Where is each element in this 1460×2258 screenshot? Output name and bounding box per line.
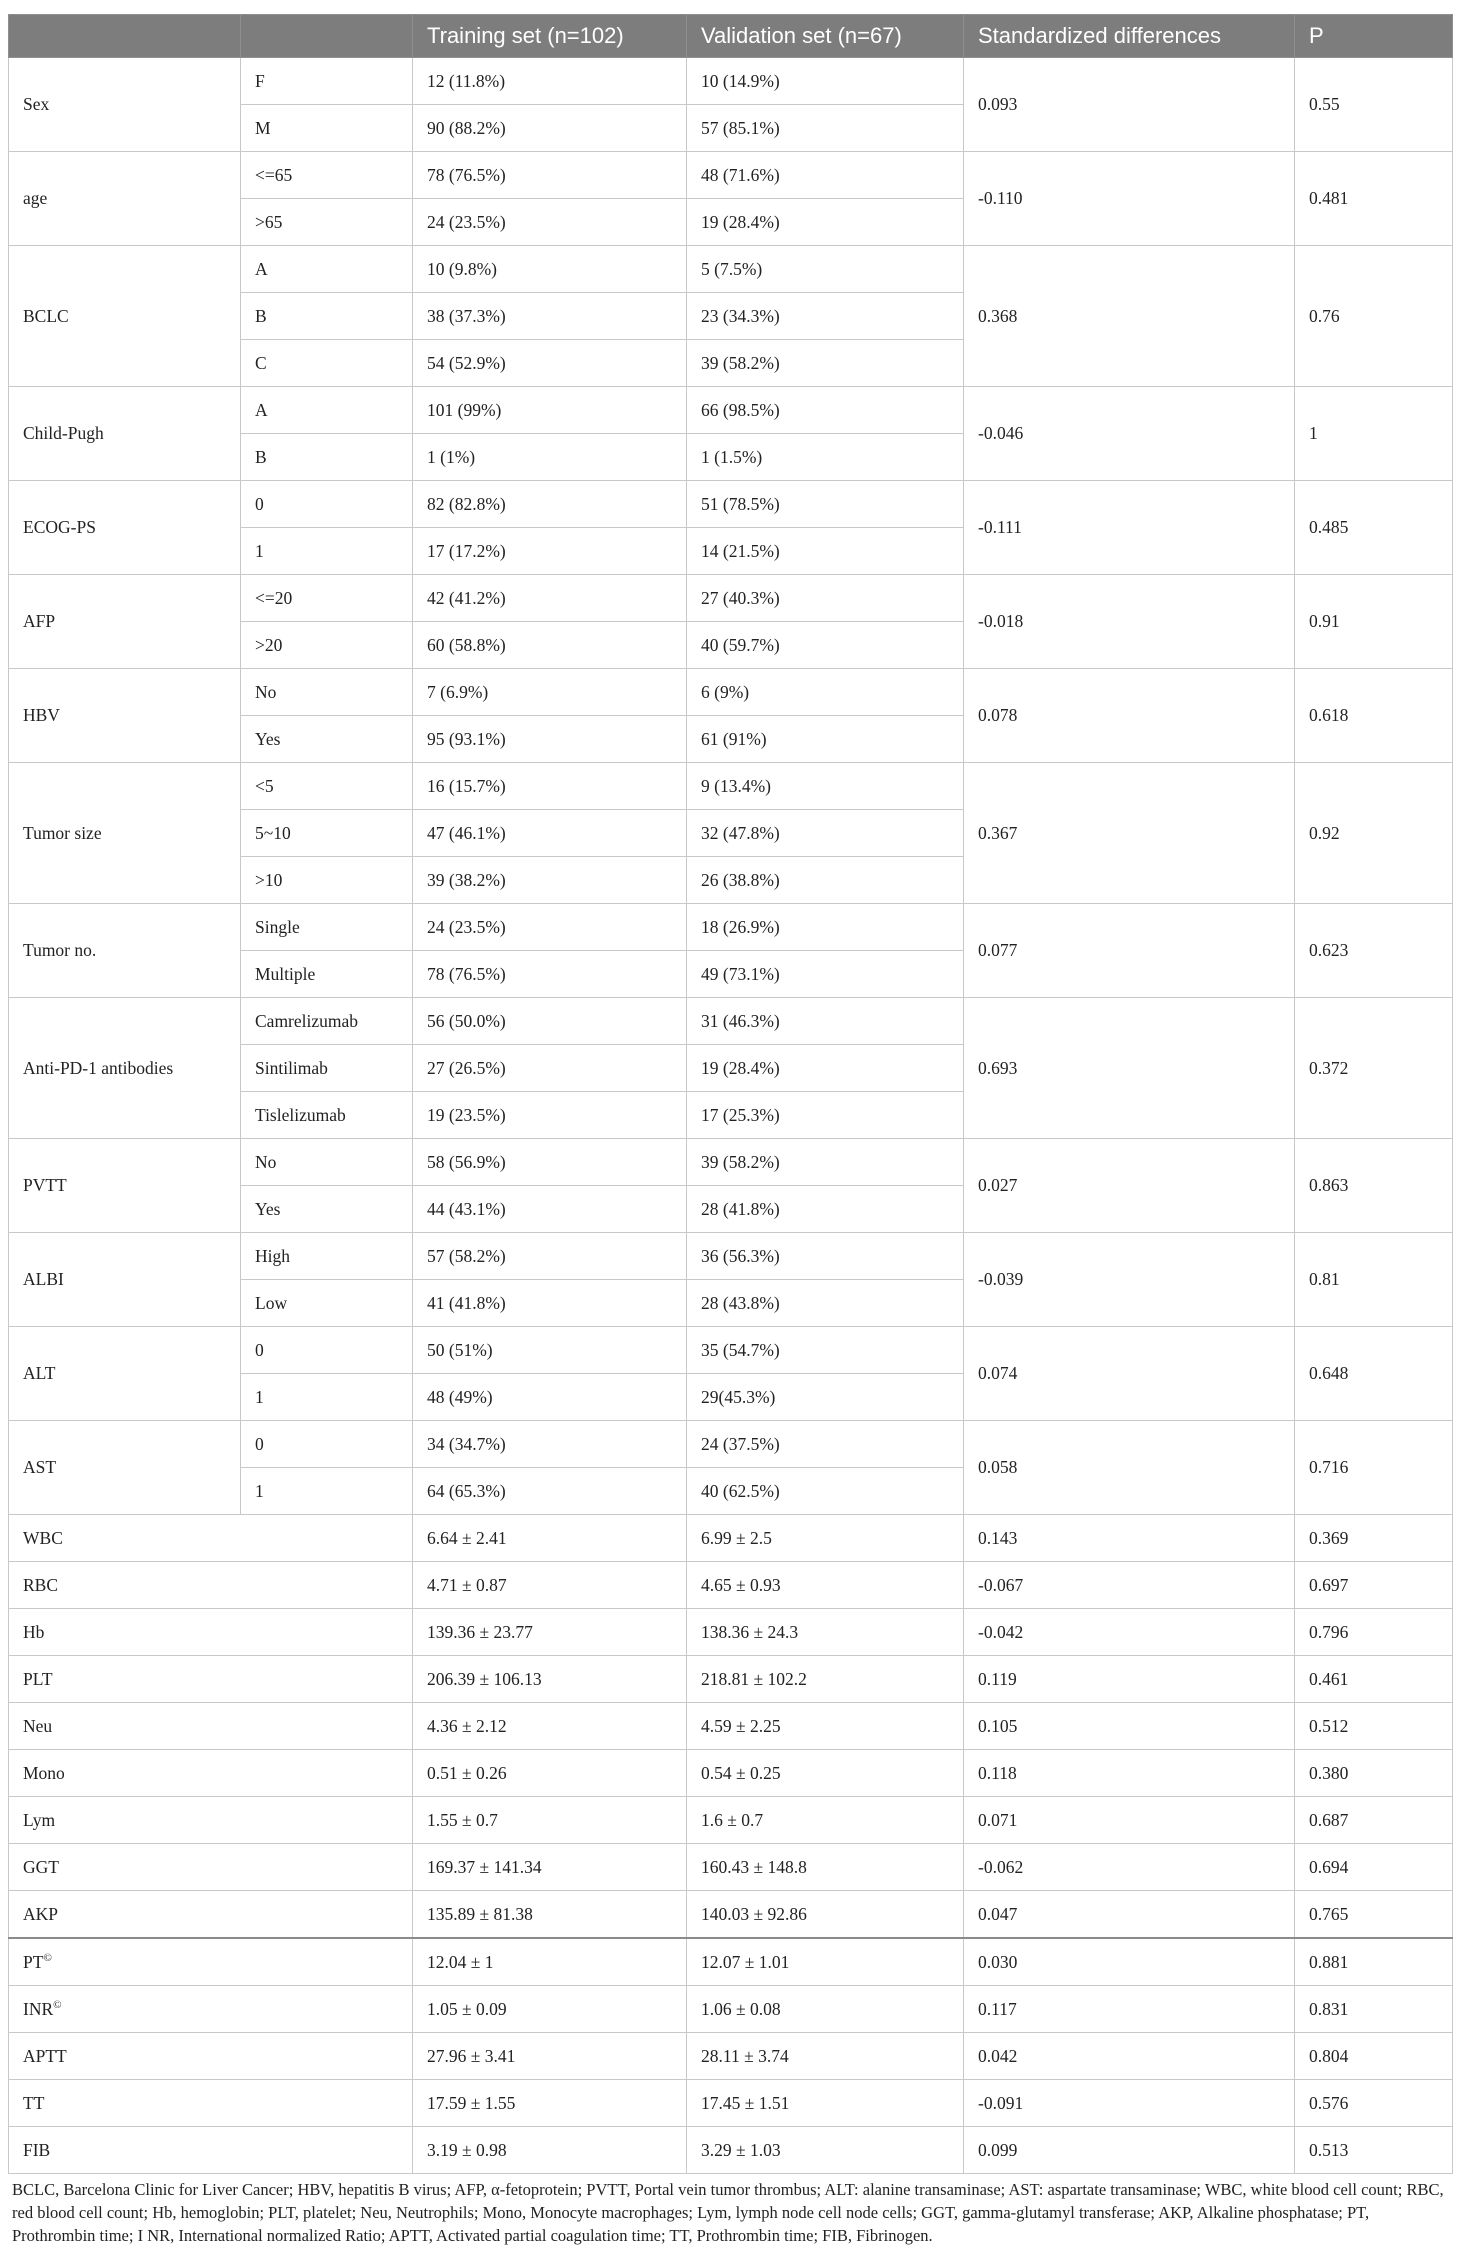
variable-label-text: GGT	[23, 1856, 59, 1877]
training-value: 58 (56.9%)	[413, 1139, 687, 1186]
table-row	[9, 387, 1453, 434]
standardized-difference: 0.693	[964, 998, 1295, 1139]
category-label: >10	[241, 857, 413, 904]
p-value: 0.485	[1295, 481, 1453, 575]
validation-value: 29(45.3%)	[687, 1374, 964, 1421]
variable-label: Tumor no.	[9, 904, 241, 998]
variable-label-text: PT	[23, 1951, 44, 1972]
training-value: 54 (52.9%)	[413, 340, 687, 387]
training-value: 56 (50.0%)	[413, 998, 687, 1045]
category-label: 1	[241, 1468, 413, 1515]
training-value: 4.71 ± 0.87	[413, 1562, 687, 1609]
variable-label	[9, 1986, 413, 2033]
training-value: 24 (23.5%)	[413, 199, 687, 246]
table-row	[9, 2033, 1453, 2080]
standardized-difference: 0.027	[964, 1139, 1295, 1233]
training-value: 90 (88.2%)	[413, 105, 687, 152]
table-row	[9, 1327, 1453, 1374]
table-row	[9, 1656, 1453, 1703]
category-label: Yes	[241, 1186, 413, 1233]
validation-value: 35 (54.7%)	[687, 1327, 964, 1374]
variable-label-text: Neu	[23, 1715, 53, 1736]
variable-label-text: TT	[23, 2092, 45, 2113]
table-row	[9, 1233, 1453, 1280]
training-value: 4.36 ± 2.12	[413, 1703, 687, 1750]
validation-value: 12.07 ± 1.01	[687, 1938, 964, 1986]
validation-value: 1.6 ± 0.7	[687, 1797, 964, 1844]
standardized-difference: -0.018	[964, 575, 1295, 669]
header-standardized-differences: Standardized differences	[964, 15, 1295, 58]
p-value: 0.380	[1295, 1750, 1453, 1797]
validation-value: 28 (43.8%)	[687, 1280, 964, 1327]
standardized-difference: -0.111	[964, 481, 1295, 575]
training-value: 1.05 ± 0.09	[413, 1986, 687, 2033]
validation-value: 10 (14.9%)	[687, 58, 964, 105]
training-value: 1.55 ± 0.7	[413, 1797, 687, 1844]
variable-label-text: Hb	[23, 1621, 45, 1642]
category-label: >65	[241, 199, 413, 246]
p-value: 0.513	[1295, 2127, 1453, 2174]
header-p-value: P	[1295, 15, 1453, 58]
table-row	[9, 1139, 1453, 1186]
p-value: 0.461	[1295, 1656, 1453, 1703]
validation-value: 4.59 ± 2.25	[687, 1703, 964, 1750]
variable-label	[9, 1656, 413, 1703]
variable-label-text: AKP	[23, 1903, 59, 1924]
variable-label	[9, 2080, 413, 2127]
p-value: 0.576	[1295, 2080, 1453, 2127]
variable-label	[9, 2033, 413, 2080]
table-footnote: BCLC, Barcelona Clinic for Liver Cancer; HBV, hepatitis B virus; AFP, α-fetoprotein; PVTT, Portal vein tumor thrombus; ALT: alanine transaminase; AST: aspartate transaminase; WBC, white blood cell count; RBC, red blood cell count; Hb, hemoglobin; PLT, platelet; Neu, Neutrophils; Mono, Monocyte macrophages; Lym, lymph node cell node cells; GGT, gamma-glutamyl transferase; AKP, Alkaline phosphatase; PT, Prothrombin time; I NR, International normalized Ratio; APTT, Activated partial coagulation time; TT, Prothrombin time; FIB, Fibrinogen.	[12, 2180, 1444, 2245]
training-value: 12.04 ± 1	[413, 1938, 687, 1986]
validation-value: 140.03 ± 92.86	[687, 1891, 964, 1939]
variable-label: Sex	[9, 58, 241, 152]
p-value: 0.81	[1295, 1233, 1453, 1327]
p-value: 1	[1295, 387, 1453, 481]
table-row	[9, 1750, 1453, 1797]
p-value: 0.694	[1295, 1844, 1453, 1891]
p-value: 0.765	[1295, 1891, 1453, 1939]
training-value: 44 (43.1%)	[413, 1186, 687, 1233]
category-label: A	[241, 246, 413, 293]
validation-value: 138.36 ± 24.3	[687, 1609, 964, 1656]
table-row	[9, 998, 1453, 1045]
training-value: 16 (15.7%)	[413, 763, 687, 810]
training-value: 27.96 ± 3.41	[413, 2033, 687, 2080]
validation-value: 1.06 ± 0.08	[687, 1986, 964, 2033]
header-category	[241, 15, 413, 58]
validation-value: 5 (7.5%)	[687, 246, 964, 293]
training-value: 39 (38.2%)	[413, 857, 687, 904]
training-value: 27 (26.5%)	[413, 1045, 687, 1092]
table-row	[9, 1797, 1453, 1844]
training-value: 19 (23.5%)	[413, 1092, 687, 1139]
validation-value: 19 (28.4%)	[687, 199, 964, 246]
table-row	[9, 763, 1453, 810]
validation-value: 1 (1.5%)	[687, 434, 964, 481]
category-label: 0	[241, 1327, 413, 1374]
training-value: 78 (76.5%)	[413, 951, 687, 998]
standardized-difference: 0.143	[964, 1515, 1295, 1562]
category-label: 1	[241, 1374, 413, 1421]
validation-value: 24 (37.5%)	[687, 1421, 964, 1468]
standardized-difference: -0.046	[964, 387, 1295, 481]
training-value: 82 (82.8%)	[413, 481, 687, 528]
variable-label: ALT	[9, 1327, 241, 1421]
category-label: 0	[241, 1421, 413, 1468]
training-value: 139.36 ± 23.77	[413, 1609, 687, 1656]
validation-value: 6.99 ± 2.5	[687, 1515, 964, 1562]
category-label: 5~10	[241, 810, 413, 857]
table-body	[9, 58, 1453, 2174]
training-value: 1 (1%)	[413, 434, 687, 481]
table-row	[9, 481, 1453, 528]
standardized-difference: -0.042	[964, 1609, 1295, 1656]
variable-label	[9, 1844, 413, 1891]
p-value: 0.804	[1295, 2033, 1453, 2080]
standardized-difference: 0.042	[964, 2033, 1295, 2080]
training-value: 50 (51%)	[413, 1327, 687, 1374]
variable-label-text: Mono	[23, 1762, 65, 1783]
p-value: 0.697	[1295, 1562, 1453, 1609]
table-header-row	[9, 15, 1453, 58]
table-row	[9, 669, 1453, 716]
table-row	[9, 1703, 1453, 1750]
p-value: 0.796	[1295, 1609, 1453, 1656]
category-label: B	[241, 434, 413, 481]
variable-label: age	[9, 152, 241, 246]
training-value: 47 (46.1%)	[413, 810, 687, 857]
standardized-difference: 0.030	[964, 1938, 1295, 1986]
p-value: 0.372	[1295, 998, 1453, 1139]
validation-value: 39 (58.2%)	[687, 340, 964, 387]
variable-label	[9, 1797, 413, 1844]
standardized-difference: 0.074	[964, 1327, 1295, 1421]
training-value: 48 (49%)	[413, 1374, 687, 1421]
variable-label: ECOG-PS	[9, 481, 241, 575]
training-value: 12 (11.8%)	[413, 58, 687, 105]
variable-label-text: WBC	[23, 1527, 63, 1548]
footnote-marker: ©	[43, 1951, 52, 1964]
category-label: C	[241, 340, 413, 387]
variable-label-text: FIB	[23, 2139, 51, 2160]
training-value: 17.59 ± 1.55	[413, 2080, 687, 2127]
standardized-difference: 0.117	[964, 1986, 1295, 2033]
category-label: Low	[241, 1280, 413, 1327]
validation-value: 28 (41.8%)	[687, 1186, 964, 1233]
training-value: 206.39 ± 106.13	[413, 1656, 687, 1703]
validation-value: 9 (13.4%)	[687, 763, 964, 810]
p-value: 0.881	[1295, 1938, 1453, 1986]
training-value: 78 (76.5%)	[413, 152, 687, 199]
training-value: 41 (41.8%)	[413, 1280, 687, 1327]
variable-label-text: RBC	[23, 1574, 59, 1595]
variable-label: PVTT	[9, 1139, 241, 1233]
table-row	[9, 575, 1453, 622]
standardized-difference: 0.105	[964, 1703, 1295, 1750]
p-value: 0.623	[1295, 904, 1453, 998]
standardized-difference: -0.039	[964, 1233, 1295, 1327]
standardized-difference: 0.047	[964, 1891, 1295, 1939]
validation-value: 32 (47.8%)	[687, 810, 964, 857]
standardized-difference: 0.058	[964, 1421, 1295, 1515]
standardized-difference: -0.062	[964, 1844, 1295, 1891]
category-label: High	[241, 1233, 413, 1280]
validation-value: 17 (25.3%)	[687, 1092, 964, 1139]
variable-label-text: PLT	[23, 1668, 53, 1689]
p-value: 0.863	[1295, 1139, 1453, 1233]
variable-label: Child-Pugh	[9, 387, 241, 481]
category-label: <=65	[241, 152, 413, 199]
standardized-difference: 0.078	[964, 669, 1295, 763]
p-value: 0.716	[1295, 1421, 1453, 1515]
category-label: No	[241, 1139, 413, 1186]
category-label: 0	[241, 481, 413, 528]
variable-label	[9, 1609, 413, 1656]
training-value: 38 (37.3%)	[413, 293, 687, 340]
validation-value: 14 (21.5%)	[687, 528, 964, 575]
variable-label: Anti-PD-1 antibodies	[9, 998, 241, 1139]
variable-label	[9, 1515, 413, 1562]
variable-label	[9, 1703, 413, 1750]
validation-value: 4.65 ± 0.93	[687, 1562, 964, 1609]
p-value: 0.55	[1295, 58, 1453, 152]
training-value: 57 (58.2%)	[413, 1233, 687, 1280]
category-label: <5	[241, 763, 413, 810]
training-value: 169.37 ± 141.34	[413, 1844, 687, 1891]
p-value: 0.831	[1295, 1986, 1453, 2033]
validation-value: 39 (58.2%)	[687, 1139, 964, 1186]
p-value: 0.648	[1295, 1327, 1453, 1421]
category-label: <=20	[241, 575, 413, 622]
table-row	[9, 2127, 1453, 2174]
table-container	[8, 14, 1452, 2174]
training-value: 101 (99%)	[413, 387, 687, 434]
table-row	[9, 58, 1453, 105]
standardized-difference: -0.091	[964, 2080, 1295, 2127]
standardized-difference: 0.093	[964, 58, 1295, 152]
validation-value: 66 (98.5%)	[687, 387, 964, 434]
header-variable	[9, 15, 241, 58]
training-value: 6.64 ± 2.41	[413, 1515, 687, 1562]
validation-value: 49 (73.1%)	[687, 951, 964, 998]
standardized-difference: 0.077	[964, 904, 1295, 998]
training-value: 7 (6.9%)	[413, 669, 687, 716]
variable-label	[9, 1750, 413, 1797]
variable-label	[9, 1891, 413, 1939]
training-value: 64 (65.3%)	[413, 1468, 687, 1515]
training-value: 60 (58.8%)	[413, 622, 687, 669]
variable-label: AFP	[9, 575, 241, 669]
standardized-difference: -0.110	[964, 152, 1295, 246]
training-value: 95 (93.1%)	[413, 716, 687, 763]
p-value: 0.481	[1295, 152, 1453, 246]
category-label: A	[241, 387, 413, 434]
standardized-difference: -0.067	[964, 1562, 1295, 1609]
validation-value: 51 (78.5%)	[687, 481, 964, 528]
validation-value: 3.29 ± 1.03	[687, 2127, 964, 2174]
table-row	[9, 1986, 1453, 2033]
category-label: Single	[241, 904, 413, 951]
p-value: 0.91	[1295, 575, 1453, 669]
table-row	[9, 2080, 1453, 2127]
table-row	[9, 246, 1453, 293]
training-value: 0.51 ± 0.26	[413, 1750, 687, 1797]
standardized-difference: 0.099	[964, 2127, 1295, 2174]
category-label: F	[241, 58, 413, 105]
training-value: 17 (17.2%)	[413, 528, 687, 575]
table-row	[9, 1938, 1453, 1986]
header-training-set: Training set (n=102)	[413, 15, 687, 58]
category-label: >20	[241, 622, 413, 669]
table-row	[9, 1562, 1453, 1609]
variable-label-text: INR	[23, 1998, 54, 2019]
variable-label: ALBI	[9, 1233, 241, 1327]
p-value: 0.76	[1295, 246, 1453, 387]
header-validation-set: Validation set (n=67)	[687, 15, 964, 58]
p-value: 0.512	[1295, 1703, 1453, 1750]
standardized-difference: 0.367	[964, 763, 1295, 904]
p-value: 0.369	[1295, 1515, 1453, 1562]
variable-label-text: APTT	[23, 2045, 67, 2066]
category-label: Camrelizumab	[241, 998, 413, 1045]
variable-label: Tumor size	[9, 763, 241, 904]
p-value: 0.618	[1295, 669, 1453, 763]
training-value: 10 (9.8%)	[413, 246, 687, 293]
table-row	[9, 1421, 1453, 1468]
variable-label	[9, 1562, 413, 1609]
standardized-difference: 0.368	[964, 246, 1295, 387]
validation-value: 40 (62.5%)	[687, 1468, 964, 1515]
validation-value: 218.81 ± 102.2	[687, 1656, 964, 1703]
validation-value: 28.11 ± 3.74	[687, 2033, 964, 2080]
standardized-difference: 0.118	[964, 1750, 1295, 1797]
variable-label	[9, 2127, 413, 2174]
variable-label	[9, 1938, 413, 1986]
training-value: 24 (23.5%)	[413, 904, 687, 951]
standardized-difference: 0.119	[964, 1656, 1295, 1703]
validation-value: 26 (38.8%)	[687, 857, 964, 904]
standardized-difference: 0.071	[964, 1797, 1295, 1844]
training-value: 3.19 ± 0.98	[413, 2127, 687, 2174]
p-value: 0.92	[1295, 763, 1453, 904]
validation-value: 57 (85.1%)	[687, 105, 964, 152]
category-label: 1	[241, 528, 413, 575]
training-value: 135.89 ± 81.38	[413, 1891, 687, 1939]
p-value: 0.687	[1295, 1797, 1453, 1844]
validation-value: 31 (46.3%)	[687, 998, 964, 1045]
baseline-characteristics-table	[8, 14, 1453, 2174]
validation-value: 27 (40.3%)	[687, 575, 964, 622]
validation-value: 48 (71.6%)	[687, 152, 964, 199]
validation-value: 17.45 ± 1.51	[687, 2080, 964, 2127]
validation-value: 36 (56.3%)	[687, 1233, 964, 1280]
validation-value: 6 (9%)	[687, 669, 964, 716]
validation-value: 160.43 ± 148.8	[687, 1844, 964, 1891]
variable-label: BCLC	[9, 246, 241, 387]
validation-value: 0.54 ± 0.25	[687, 1750, 964, 1797]
table-row	[9, 1515, 1453, 1562]
category-label: Tislelizumab	[241, 1092, 413, 1139]
table-row	[9, 152, 1453, 199]
category-label: M	[241, 105, 413, 152]
footnote-marker: ©	[53, 1998, 62, 2011]
validation-value: 61 (91%)	[687, 716, 964, 763]
validation-value: 19 (28.4%)	[687, 1045, 964, 1092]
variable-label-text: Lym	[23, 1809, 56, 1830]
training-value: 42 (41.2%)	[413, 575, 687, 622]
table-row	[9, 1844, 1453, 1891]
table-row	[9, 904, 1453, 951]
variable-label: AST	[9, 1421, 241, 1515]
validation-value: 40 (59.7%)	[687, 622, 964, 669]
table-row	[9, 1609, 1453, 1656]
validation-value: 23 (34.3%)	[687, 293, 964, 340]
variable-label: HBV	[9, 669, 241, 763]
category-label: Multiple	[241, 951, 413, 998]
category-label: Yes	[241, 716, 413, 763]
training-value: 34 (34.7%)	[413, 1421, 687, 1468]
table-row	[9, 1891, 1453, 1939]
category-label: Sintilimab	[241, 1045, 413, 1092]
category-label: No	[241, 669, 413, 716]
validation-value: 18 (26.9%)	[687, 904, 964, 951]
category-label: B	[241, 293, 413, 340]
